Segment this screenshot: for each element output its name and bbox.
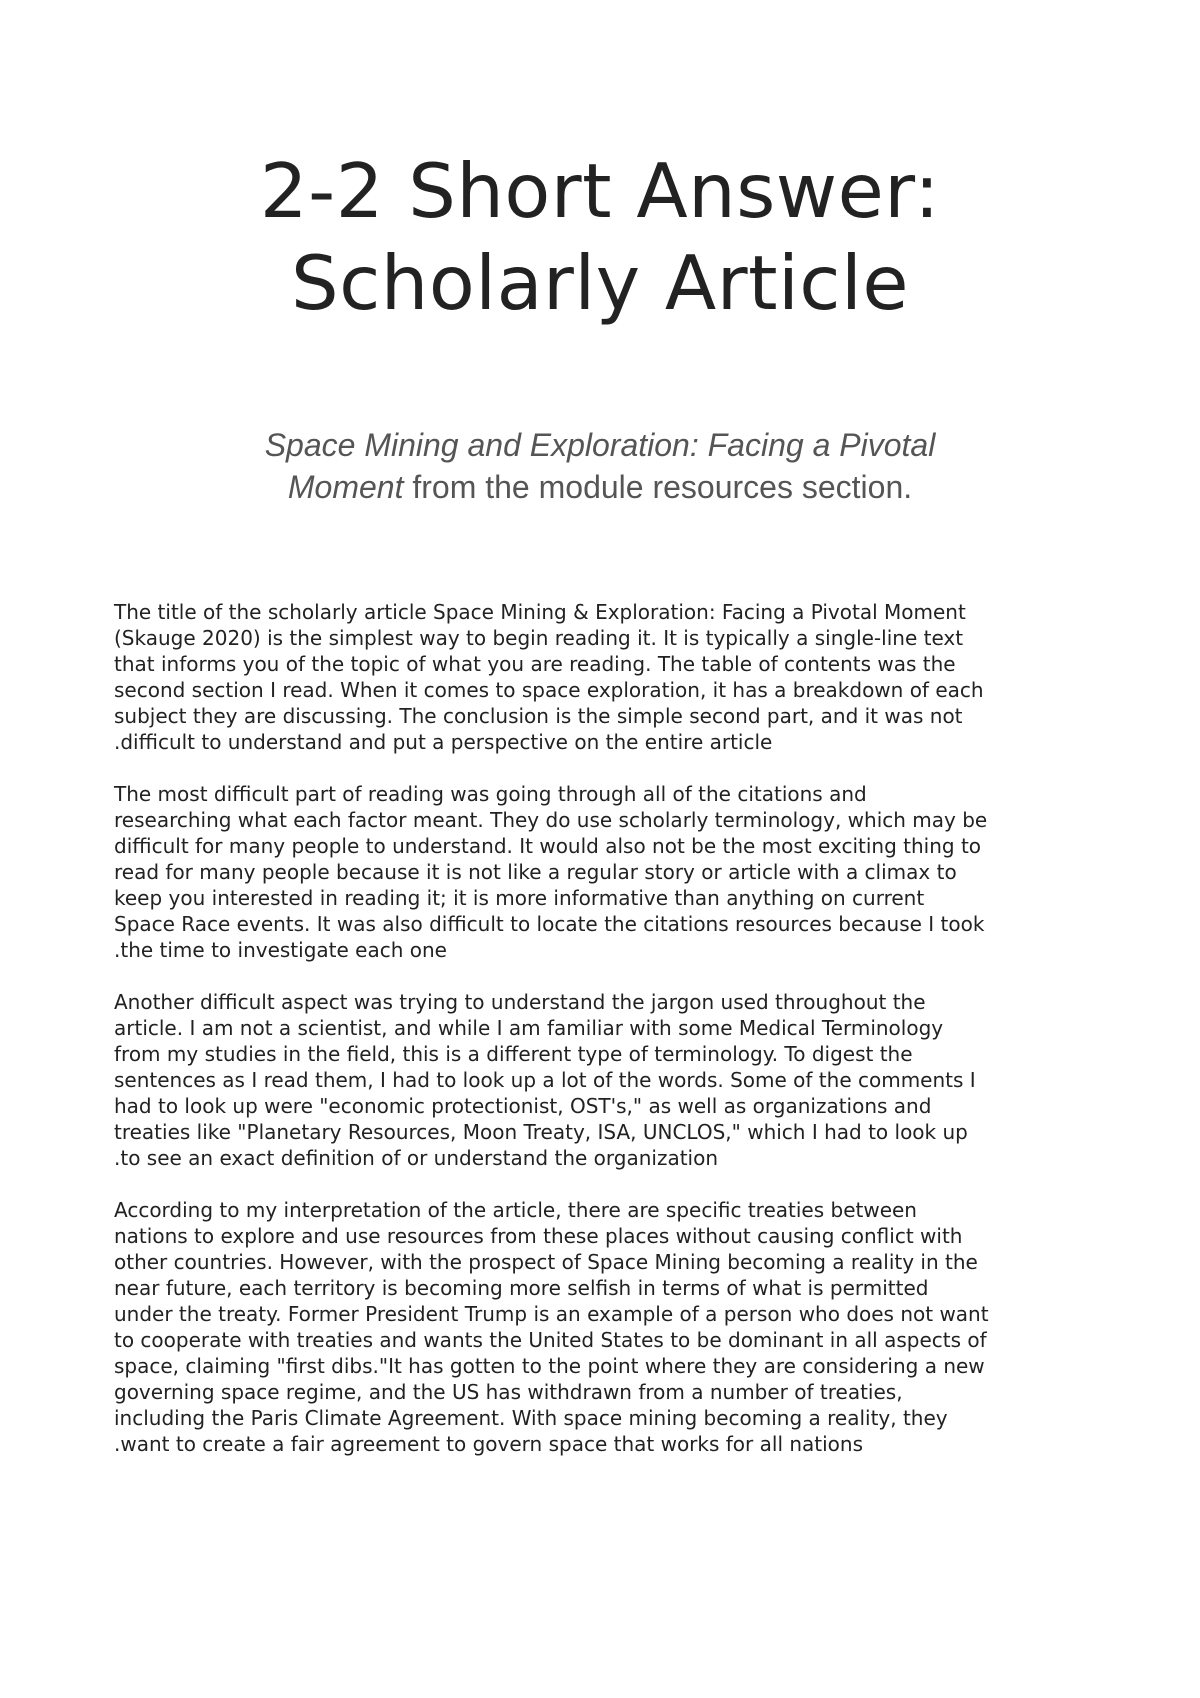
paragraph-line: (Skauge 2020) is the simplest way to begin reading it. It is typically a single-line text	[114, 626, 964, 650]
paragraph-line: to cooperate with treaties and wants the United States to be dominant in all aspects of	[114, 1328, 987, 1352]
page-title-line-1: 2-2 Short Answer:	[259, 147, 941, 235]
paragraph-line: including the Paris Climate Agreement. With space mining becoming a reality, they	[114, 1406, 948, 1430]
paragraph	[114, 781, 1114, 963]
paragraph-line: near future, each territory is becoming more selfish in terms of what is permitted	[114, 1276, 929, 1300]
paragraph-line: researching what each factor meant. They do use scholarly terminology, which may be	[114, 808, 988, 832]
paragraph-line: space, claiming "first dibs."It has gotten to the point where they are considering a new	[114, 1354, 985, 1378]
page-title-line-2: Scholarly Article	[290, 239, 910, 327]
paragraph-line: nations to explore and use resources from these places without causing conflict with	[114, 1224, 963, 1248]
paragraph-line: sentences as I read them, I had to look up a lot of the words. Some of the comments I	[114, 1068, 976, 1092]
paragraph-line: other countries. However, with the prospect of Space Mining becoming a reality in the	[114, 1250, 978, 1274]
paragraph-line: keep you interested in reading it; it is more informative than anything on current	[114, 886, 925, 910]
paragraph-line: that informs you of the topic of what you are reading. The table of contents was the	[114, 652, 956, 676]
paragraph-line: .difficult to understand and put a perspective on the entire article	[114, 730, 773, 754]
paragraph-line: Another difficult aspect was trying to understand the jargon used throughout the	[114, 990, 926, 1014]
subtitle-line-2	[0, 466, 1200, 508]
paragraph-line: treaties like "Planetary Resources, Moon Treaty, ISA, UNCLOS," which I had to look up	[114, 1120, 968, 1144]
paragraph-line: under the treaty. Former President Trump is an example of a person who does not want	[114, 1302, 989, 1326]
paragraph-line: The title of the scholarly article Space Mining & Exploration: Facing a Pivotal Moment	[114, 600, 966, 624]
subtitle-article-title-part-1: Space Mining and Exploration: Facing a Pivotal	[264, 427, 936, 463]
paragraph-line: According to my interpretation of the article, there are specific treaties between	[114, 1198, 917, 1222]
paragraph-line: .want to create a fair agreement to govern space that works for all nations	[114, 1432, 864, 1456]
subtitle-source-note: from the module resources section.	[403, 469, 913, 505]
subtitle-line-1	[0, 424, 1200, 466]
paragraph-line: .the time to investigate each one	[114, 938, 447, 962]
paragraph-line: article. I am not a scientist, and while I am familiar with some Medical Terminology	[114, 1016, 944, 1040]
subtitle-article-title-part-2: Moment	[287, 469, 404, 505]
paragraph	[114, 1197, 1114, 1457]
page-title	[0, 145, 1200, 329]
paragraph-line: had to look up were "economic protectionist, OST's," as well as organizations and	[114, 1094, 932, 1118]
subtitle	[0, 424, 1200, 508]
paragraph-line: read for many people because it is not like a regular story or article with a climax to	[114, 860, 957, 884]
paragraph	[114, 599, 1114, 755]
paragraph-line: .to see an exact definition of or understand the organization	[114, 1146, 719, 1170]
paragraph-line: second section I read. When it comes to space exploration, it has a breakdown of each	[114, 678, 984, 702]
paragraph-line: from my studies in the field, this is a different type of terminology. To digest the	[114, 1042, 913, 1066]
document-body	[114, 599, 1114, 1483]
paragraph-line: difficult for many people to understand. It would also not be the most exciting thing to	[114, 834, 982, 858]
paragraph-line: The most difficult part of reading was going through all of the citations and	[114, 782, 867, 806]
paragraph-line: Space Race events. It was also difficult to locate the citations resources because I took	[114, 912, 985, 936]
paragraph	[114, 989, 1114, 1171]
paragraph-line: governing space regime, and the US has withdrawn from a number of treaties,	[114, 1380, 903, 1404]
paragraph-line: subject they are discussing. The conclusion is the simple second part, and it was not	[114, 704, 963, 728]
